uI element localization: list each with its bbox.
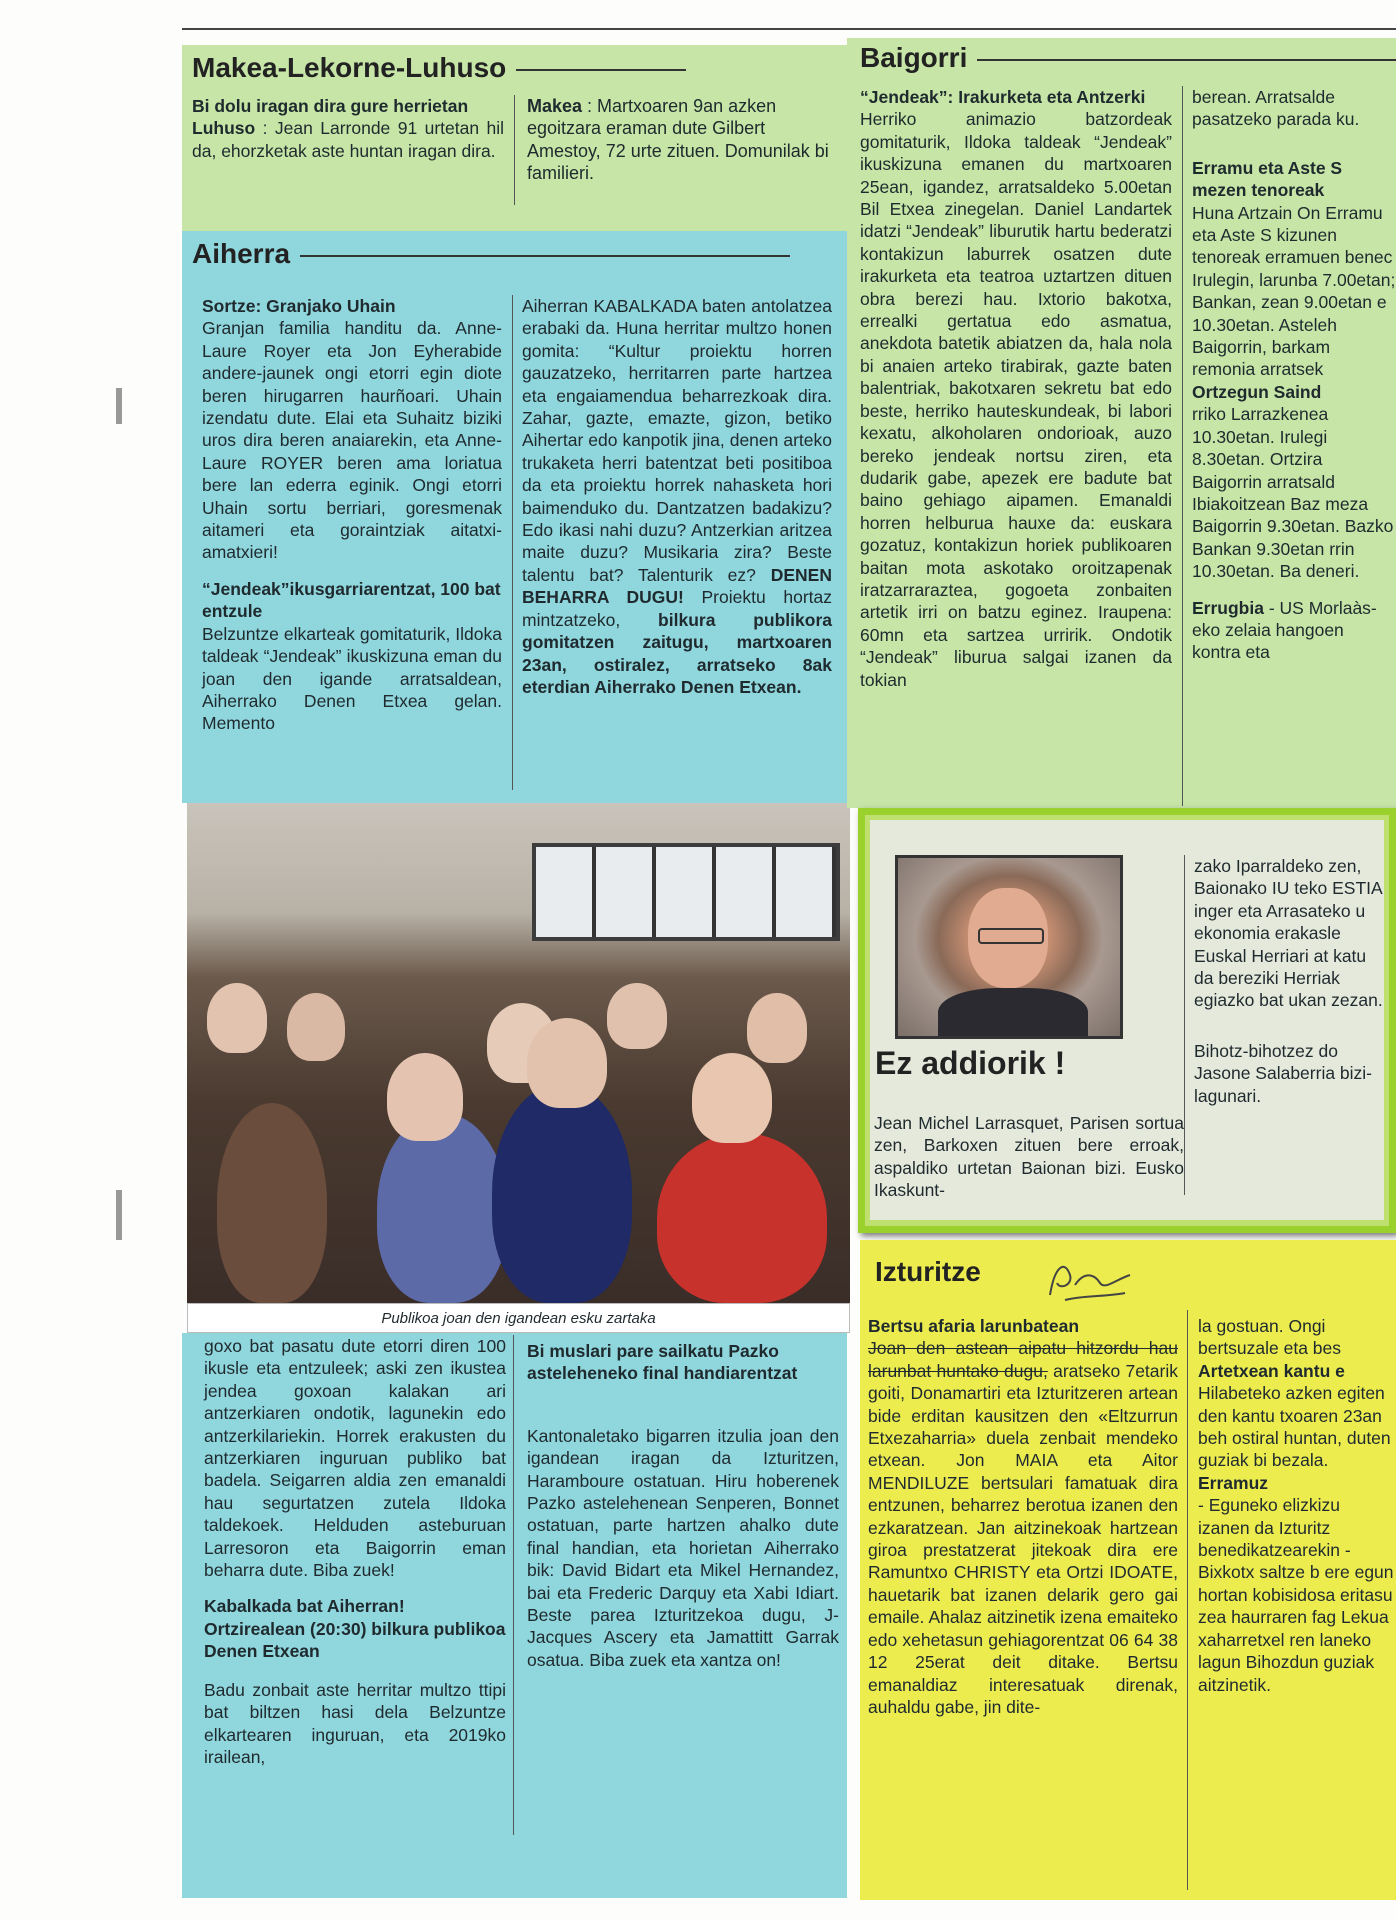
jendeak-irakurketa-text: Herriko animazio batzordeak gomitaturik, Ildoka taldeak “Jendeak” ikuskizuna emanen du martxoaren 25ean, igandez, arratsaldeko 5.00etan Bil Etxea zinegelan. Daniel Landartek idatzi “Jendeak” liburutik hartu bederatzi kontakizun laburrek osatzen dute irakurketa eta teatroa uztartzen dituen obra berezi hau. Ixtorio bakotxa, errealki gertatua edo asmatua, anekdota batetik abiatzen da, hala nola bi anaien arteko tirabirak, gazte baten balentriak, bakotxaren sekretu bat edo beste, herriko hauteskundeak, bi labori kexatu, alkoholaren ondorioak, auzo bereko jendeak nortsu ziren, eta dudarik gabe, apezek ere badute bat baino gehiago aipamen. Emanaldi horren helburua hauxe da: euskara gozatuz, kontakizun horiek publikoaren baitan mota askotako oroitzapenak iratzarraraztea, gogoeta zonbaiten artetik irri on batzu eginez. Iraupena: 60mn eta sartzea urririk. Ondotik “Jendeak” liburua salgai izanen da tokian	[860, 109, 1172, 690]
ezaddio-text-right-b: Bihotz-bihotzez do Jasone Salaberria bizi-lagunari.	[1194, 1040, 1373, 1106]
ezaddio-col2	[1194, 855, 1384, 1121]
aiherra-title: Aiherra	[192, 238, 790, 270]
ezaddio-text-left: Jean Michel Larrasquet, Parisen sortua zen, Barkoxen zituen bere erroak, aspaldiko urtetan Baionan bizi. Eusko Ikaskunt-	[874, 1113, 1184, 1201]
makea-label-luhuso: Luhuso	[192, 118, 256, 139]
binding-mark	[116, 1190, 122, 1240]
aiherra-col1	[202, 295, 502, 749]
photo-caption: Publikoa joan den igandean esku zartaka	[187, 1303, 850, 1333]
makea-label-makea: Makea	[527, 96, 583, 116]
artetxean-heading: Artetxean kantu e	[1198, 1360, 1345, 1381]
izturitze-title: Izturitze	[875, 1256, 981, 1287]
gostuan-text: la gostuan. Ongi bertsuzale eta bes	[1198, 1316, 1342, 1359]
column-divider	[1187, 1310, 1188, 1890]
errugbia-heading: Errugbia	[1192, 597, 1264, 618]
portrait-photo	[895, 855, 1123, 1039]
ortzegun-heading: Ortzegun Saind	[1192, 381, 1322, 402]
makea-text-luhuso: : Jean Larronde 91 urtetan hil da, ehorzketak aste huntan iragan dira.	[192, 118, 504, 161]
ortzegun-text: rriko Larrazkenea 10.30etan. Irulegi 8.30etan. Ortzira Baigorrin arratsald Ibiakoitzean Baz meza Baigorrin 9.30etan. Bazko Bankan 9.30etan rrin 10.30etan. Ba deneri.	[1192, 404, 1394, 582]
izturitze-col1	[868, 1315, 1178, 1718]
column-divider	[1184, 855, 1185, 1195]
kabalkada-text: Badu zonbait aste herritar multzo ttipi bat biltzen hasi dela Belzuntze elkartearen inguruan, eta 2019ko irailean,	[204, 1679, 506, 1767]
jendeak-text: Belzuntze elkarteak gomitaturik, Ildoka taldeak “Jendeak” ikuskizuna eman du joan den igande arratsaldean, Aiherrako Denen Etxea gelan. Memento	[202, 623, 502, 734]
erramuz-text: - Eguneko elizkizu izanen da Izturitz benedikatzearekin - Bixkotx saltze b ere egun hortan kobisidosa eritasu zea haurraren fag Lekua xaharretxel ren laneko lagun Bihozdun guziak aitzinetik.	[1198, 1495, 1394, 1695]
makea-title: Makea-Lekorne-Luhuso	[192, 52, 686, 84]
kabalkada-mid: Proiektu hortaz mintzatzeko,	[522, 587, 832, 630]
muslari-heading: Bi muslari pare sailkatu Pazko asteleheneko final handiarentzat	[527, 1341, 798, 1384]
baigorri-col1	[860, 86, 1172, 705]
berean-text: berean. Arratsalde pasatzeko parada ku.	[1192, 87, 1360, 130]
kabalkada-intro: Aiherran KABALKADA baten antolatzea erabaki da. Huna herritar multzo honen gomita: “Kultur proiektu horren gauzatzeko, herritarren parte hartzea eta engaiamendua beharrezkoak dira. Zahar, gazte, emazte, gizon, betiko Aihertar edo kanpotik jina, denen arteko trukaketa herri batentzat beti positiboa da eta proiektu horrek nahasketa hori baimenduko du. Dantzatzen badakizu? Edo ikasi nahi duzu? Antzerkian aritzea maite duzu? Musikaria zira? Beste talentu bat? Talenturik ez?	[522, 296, 832, 585]
sortze-text: Granjan familia handitu da. Anne-Laure Royer eta Jon Eyherabide andere-jaunek ongi etorri egin diote beren hirugarren haurñoari. Uhain izendatu dute. Elai eta Suhaitz biziki uros dira beren anaiarekin, eta Anne-Laure ROYER beren ama loriatua bere lan ederra eginik. Ongi etorri Uhain sortu berriari, goresmenak aitameri eta goraintziak aitatxi-amatxieri!	[202, 318, 502, 563]
artetxean-text: Hilabeteko azken egiten den kantu txoaren 23an beh ostiral huntan, duten guziak bi bezala.	[1198, 1383, 1391, 1471]
baigorri-title: Baigorri	[860, 42, 1396, 74]
jendeak-continued: goxo bat pasatu dute etorri diren 100 ikusle eta entzuleek; aski zen ikustea jendea goxoan kalakan ari antzerkiaren ondotik, lagunekin edo antzerkilariekin. Horrek erakusten du antzerkiaren inguruan publiko bat badela. Seigarren aldia zen emanaldi hau segurtatzen zutela Ildoka taldekoek. Helduden asteburuan Larresoron eta Baigorrin eman beharra dute. Biba zuek!	[204, 1336, 506, 1581]
handwritten-signature-icon	[1045, 1255, 1135, 1305]
denen-beharra: DENEN BEHARRA DUGU!	[522, 564, 832, 608]
aiherra-lower-col2	[527, 1340, 839, 1685]
errugbia-text: - US Morlaàs-eko zelaia hangoen kontra eta	[1192, 597, 1377, 663]
page-top-rule	[182, 28, 1396, 30]
izturitze-col2	[1198, 1315, 1396, 1696]
ezaddio-title: Ez addiorik !	[875, 1045, 1066, 1081]
makea-text-makea: : Martxoaren 9an azken egoitzara eraman dute Gilbert Amestoy, 72 urte zituen. Domunilak bi familieri.	[527, 96, 829, 184]
bertsu-strike-text: Joan den astean aipatu hitzordu hau larunbat huntako dugu,	[868, 1338, 1178, 1381]
photo-window	[532, 843, 840, 941]
sortze-heading: Sortze: Granjako Uhain	[202, 296, 396, 316]
makea-heading: Bi dolu iragan dira gure herrietan	[192, 96, 469, 116]
column-divider	[1182, 86, 1183, 806]
kabalkada-heading: Kabalkada bat Aiherran! Ortzirealean (20:30) bilkura publikoa Denen Etxean	[204, 1596, 506, 1662]
ezaddio-text-right-a: zako Iparraldeko zen, Baionako IU teko ESTIA inger eta Arrasateko u ekonomia erakasle Euskal Herriari at katu da bereziki Herriak egiazko bat ukan zezan.	[1194, 856, 1383, 1011]
aiherra-col2	[522, 295, 832, 698]
column-divider	[512, 295, 513, 790]
makea-col2	[527, 95, 832, 185]
erramu-text: Huna Artzain On Erramu eta Aste S kizunen tenoreak erramuen benec Irulegin, larunba 7.00etan; Bankan, zean 9.00etan e 10.30etan. Asteleh Baigorrin, barkam remonia arratsek	[1192, 202, 1396, 380]
erramu-heading: Erramu eta Aste S mezen tenoreak	[1192, 157, 1343, 201]
jendeak-heading: “Jendeak”ikusgarriarentzat, 100 bat entzule	[202, 578, 501, 622]
column-divider	[514, 95, 515, 205]
binding-mark	[116, 388, 122, 424]
ezaddio-col1	[874, 1112, 1184, 1202]
jendeak-irakurketa-heading: “Jendeak”: Irakurketa eta Antzerki	[860, 87, 1146, 107]
baigorri-col2	[1192, 86, 1396, 664]
bertsu-text: aratseko 7etarik goiti, Donamartiri eta Izturitzeren artean bide erditan kausitzen den «Eltzurrun Etxezaharria» duela zenbait mendeko etxean. Jon MAIA eta Aitor MENDILUZE bertsulari famatuak dira entzunen, beharrez berotua izanen den ezkaratzean. Jan aitzinekoak hartzean giroa prestatzerat jitekoak dira ere Ramuntxo CHRISTY eta Ortzi IDOATE, hauetarik bat izanen delarik gero gai emaile. Ahalaz aitzinetik izena emaiteko edo xehetasun gehiagorentzat 06 64 38 12 25erat deit ditake. Bertsu emanaldiaz interesatuak direnak, auhaldu gabe, jin dite-	[868, 1360, 1178, 1717]
aiherra-lower-col1	[204, 1335, 506, 1782]
muslari-text: Kantonaletako bigarren itzulia joan den igandean iragan da Izturitzen, Haramboure ostatuan. Hiru hoberenek Pazko astelehenean Senperen, Bonnet ostatuan, parte hartzen ahalko dute final handian, eta horietan Aiherrako bik: David Bidart eta Mikel Hernandez, bai eta Frederic Darquy eta Xabi Idiart. Beste parea Izturitzekoa dugu, J-Jacques Ascery eta Jamattitt Garrak osatua. Biba zuek eta xantza on!	[527, 1425, 839, 1670]
makea-col1	[192, 95, 504, 162]
audience-photo	[187, 803, 850, 1303]
column-divider	[513, 1335, 514, 1835]
bertsu-heading: Bertsu afaria larunbatean	[868, 1316, 1080, 1336]
erramuz-heading: Erramuz	[1198, 1472, 1269, 1493]
kabalkada-invite: bilkura publikora gomitatzen zaitugu, martxoaren 23an, ostiralez, arratseko 8ak eterdian Aiherrako Denen Etxean.	[522, 609, 832, 697]
